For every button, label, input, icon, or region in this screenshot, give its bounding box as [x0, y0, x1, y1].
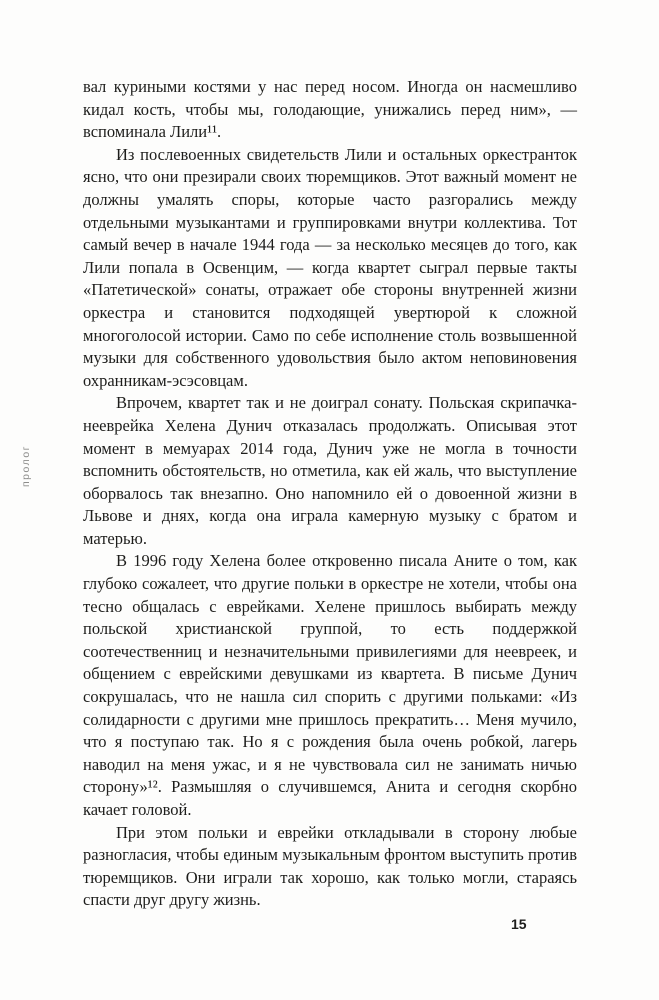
paragraph: В 1996 году Хелена более откровенно писала Аните о том, как глубоко сожалеет, что другие польки в оркестре не хотели, чтобы она тесно общалась с еврейками. Хелене пришлось выбирать между польской христианской группой, то есть поддержкой соотечественниц и незначительными привилегиями для неевреек, и общением с еврейскими девушками из квартета. В письме Дунич сокрушалась, что не нашла сил спорить с другими польками: «Из солидарности с другими мне пришлось прекратить… Меня мучило, что я поступаю так. Но я с рождения была очень робкой, лагерь наводил на меня ужас, и я не чувствовала сил не занимать ничью сторону»¹². Размышляя о случившемся, Анита и сегодня скорбно качает головой. [83, 551, 577, 819]
paragraph: вал куриными костями у нас перед носом. Иногда он насмешливо кидал кость, чтобы мы, голодающие, унижались перед ним», — вспоминала Лили¹¹. [83, 77, 577, 142]
paragraph: При этом польки и еврейки откладывали в сторону любые разногласия, чтобы единым музыкальным фронтом выступить против тюремщиков. Они играли так хорошо, как только могли, стараясь спасти друг другу жизнь. [83, 822, 577, 910]
running-head-prologue: пролог [20, 444, 32, 488]
paragraph: Впрочем, квартет так и не доиграл сонату. Польская скрипачка-нееврейка Хелена Дунич отказалась продолжать. Описывая этот момент в мемуарах 2014 года, Дунич уже не могла в точности вспомнить обстоятельств, но отметила, как ей жаль, что выступление оборвалось так внезапно. Оно напомнило ей о довоенной жизни в Львове и днях, когда она играла камерную музыку с братом и матерью. [83, 393, 577, 548]
text-block [83, 76, 577, 912]
paragraph: Из послевоенных свидетельств Лили и остальных оркестранток ясно, что они презирали своих тюремщиков. Этот важный момент не должны умалять споры, которые часто разгорались между отдельными музыкантами и группировками внутри коллектива. Тот самый вечер в начале 1944 года — за несколько месяцев до того, как Лили попала в Освенцим, — когда квартет сыграл первые такты «Патетической» сонаты, отражает обе стороны внутренней жизни оркестра и становится подходящей увертюрой к сложной многоголосой истории. Само по себе исполнение столь возвышенной музыки для собственного удовольствия было актом неповиновения охранникам-эсэсовцам. [83, 144, 577, 390]
page-number: 15 [511, 916, 527, 932]
